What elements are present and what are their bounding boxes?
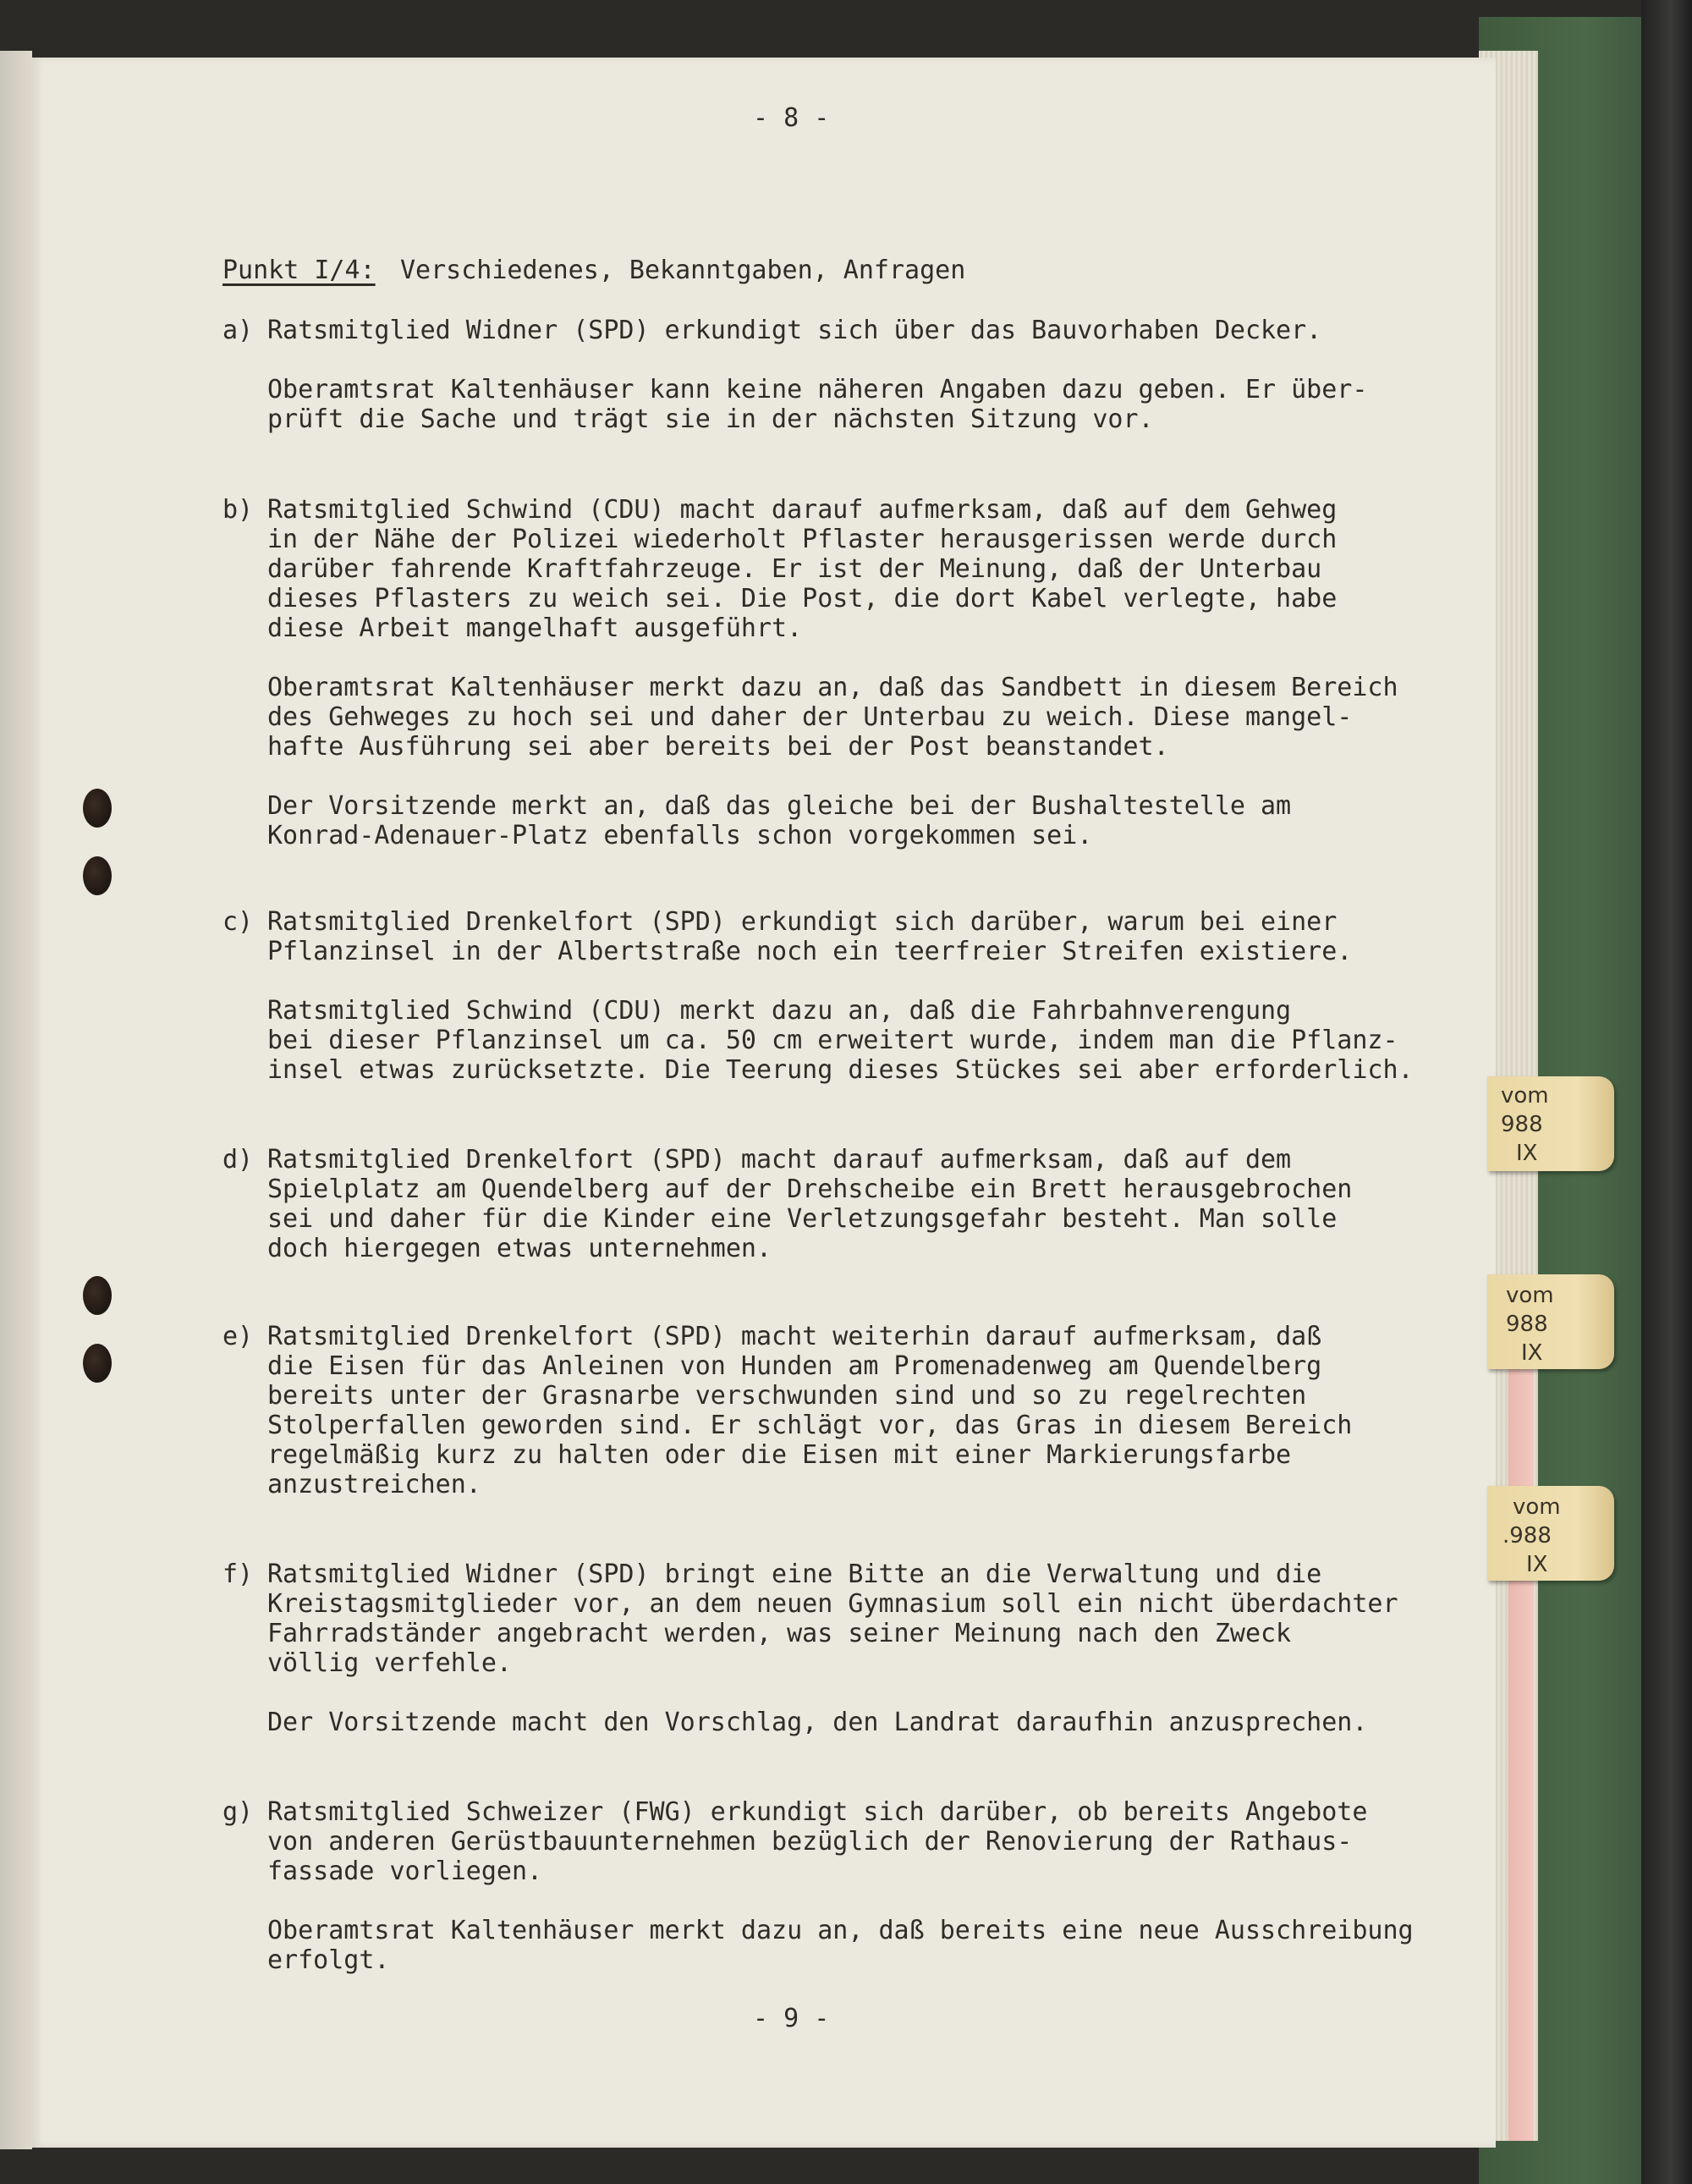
text-line: Oberamtsrat Kaltenhäuser kann keine näheren Angaben dazu geben. Er über-: [267, 375, 1368, 404]
text-line: Der Vorsitzende macht den Vorschlag, den Landrat daraufhin anzusprechen.: [267, 1708, 1368, 1737]
text-line: in der Nähe der Polizei wiederholt Pflaster herausgerissen werde durch: [267, 525, 1338, 554]
tab-line: 988: [1501, 1112, 1543, 1137]
text-line: die Eisen für das Anleinen von Hunden am Promenadenweg am Quendelberg: [267, 1351, 1322, 1381]
text-line: darüber fahrende Kraftfahrzeuge. Er ist der Meinung, daß der Unterbau: [267, 554, 1322, 584]
text-line: bei dieser Pflanzinsel um ca. 50 cm erweitert wurde, indem man die Pflanz-: [267, 1026, 1398, 1055]
item-marker: a): [222, 316, 254, 345]
page-footer-number: - 9 -: [753, 2004, 830, 2033]
text-line: sei und daher für die Kinder eine Verletzungsgefahr besteht. Man solle: [267, 1204, 1338, 1234]
tab-line: vom: [1506, 1283, 1554, 1308]
text-line: Stolperfallen geworden sind. Er schlägt vor, das Gras in diesem Bereich: [267, 1411, 1353, 1440]
tab-line: .988: [1502, 1523, 1552, 1549]
item-marker: d): [222, 1145, 254, 1175]
page-header-number: - 8 -: [753, 103, 830, 133]
tab-line: vom: [1501, 1083, 1549, 1109]
item-marker: g): [222, 1797, 254, 1827]
text-line: Oberamtsrat Kaltenhäuser merkt dazu an, daß bereits eine neue Ausschreibung: [267, 1916, 1414, 1945]
text-line: Spielplatz am Quendelberg auf der Drehscheibe ein Brett herausgebrochen: [267, 1175, 1353, 1204]
text-line: Kreistagsmitglieder vor, an dem neuen Gymnasium soll ein nicht überdachter: [267, 1589, 1398, 1619]
item-marker: b): [222, 495, 254, 525]
text-line: regelmäßig kurz zu halten oder die Eisen mit einer Markierungsfarbe: [267, 1440, 1292, 1470]
text-line: Ratsmitglied Schwind (CDU) macht darauf aufmerksam, daß auf dem Gehweg: [267, 495, 1338, 525]
tab-line: 988: [1506, 1312, 1548, 1337]
heading-title: Verschiedenes, Bekanntgaben, Anfragen: [400, 256, 966, 285]
text-line: völlig verfehle.: [267, 1648, 512, 1678]
tab-line: IX: [1521, 1340, 1543, 1366]
text-line: doch hiergegen etwas unternehmen.: [267, 1234, 772, 1263]
text-line: des Gehweges zu hoch sei und daher der Unterbau zu weich. Diese mangel-: [267, 702, 1353, 732]
text-line: Ratsmitglied Widner (SPD) bringt eine Bitte an die Verwaltung und die: [267, 1560, 1322, 1589]
text-line: prüft die Sache und trägt sie in der nächsten Sitzung vor.: [267, 404, 1154, 434]
text-line: Oberamtsrat Kaltenhäuser merkt dazu an, daß das Sandbett in diesem Bereich: [267, 673, 1398, 702]
text-line: erfolgt.: [267, 1945, 390, 1975]
item-marker: c): [222, 907, 254, 937]
text-line: Ratsmitglied Schweizer (FWG) erkundigt sich darüber, ob bereits Angebote: [267, 1797, 1368, 1827]
text-line: bereits unter der Grasnarbe verschwunden sind und so zu regelrechten: [267, 1381, 1307, 1411]
text-line: von anderen Gerüstbauunternehmen bezüglich der Renovierung der Rathaus-: [267, 1827, 1353, 1857]
text-line: Ratsmitglied Drenkelfort (SPD) erkundigt sich darüber, warum bei einer: [267, 907, 1338, 937]
item-marker: e): [222, 1322, 254, 1351]
text-line: Konrad-Adenauer-Platz ebenfalls schon vorgekommen sei.: [267, 821, 1093, 850]
text-line: Ratsmitglied Drenkelfort (SPD) macht weiterhin darauf aufmerksam, daß: [267, 1322, 1322, 1351]
text-line: Pflanzinsel in der Albertstraße noch ein teerfreier Streifen existiere.: [267, 937, 1353, 966]
text-line: fassade vorliegen.: [267, 1857, 543, 1886]
text-line: insel etwas zurücksetzte. Die Teerung dieses Stückes sei aber erforderlich.: [267, 1055, 1414, 1085]
heading-label: Punkt I/4:: [222, 256, 376, 285]
tab-line: vom: [1513, 1494, 1561, 1520]
text-line: Ratsmitglied Schwind (CDU) merkt dazu an, daß die Fahrbahnverengung: [267, 996, 1292, 1026]
text-line: Ratsmitglied Widner (SPD) erkundigt sich über das Bauvorhaben Decker.: [267, 316, 1322, 345]
text-line: anzustreichen.: [267, 1470, 481, 1499]
text-line: Ratsmitglied Drenkelfort (SPD) macht darauf aufmerksam, daß auf dem: [267, 1145, 1292, 1175]
text-line: diese Arbeit mangelhaft ausgeführt.: [267, 613, 803, 643]
tab-line: IX: [1526, 1552, 1548, 1577]
item-marker: f): [222, 1560, 254, 1589]
text-line: Der Vorsitzende merkt an, daß das gleiche bei der Bushaltestelle am: [267, 791, 1292, 821]
tab-line: IX: [1516, 1141, 1538, 1166]
text-line: Fahrradständer angebracht werden, was seiner Meinung nach den Zweck: [267, 1619, 1292, 1648]
text-line: dieses Pflasters zu weich sei. Die Post, die dort Kabel verlegte, habe: [267, 584, 1338, 613]
text-line: hafte Ausführung sei aber bereits bei der Post beanstandet.: [267, 732, 1169, 762]
